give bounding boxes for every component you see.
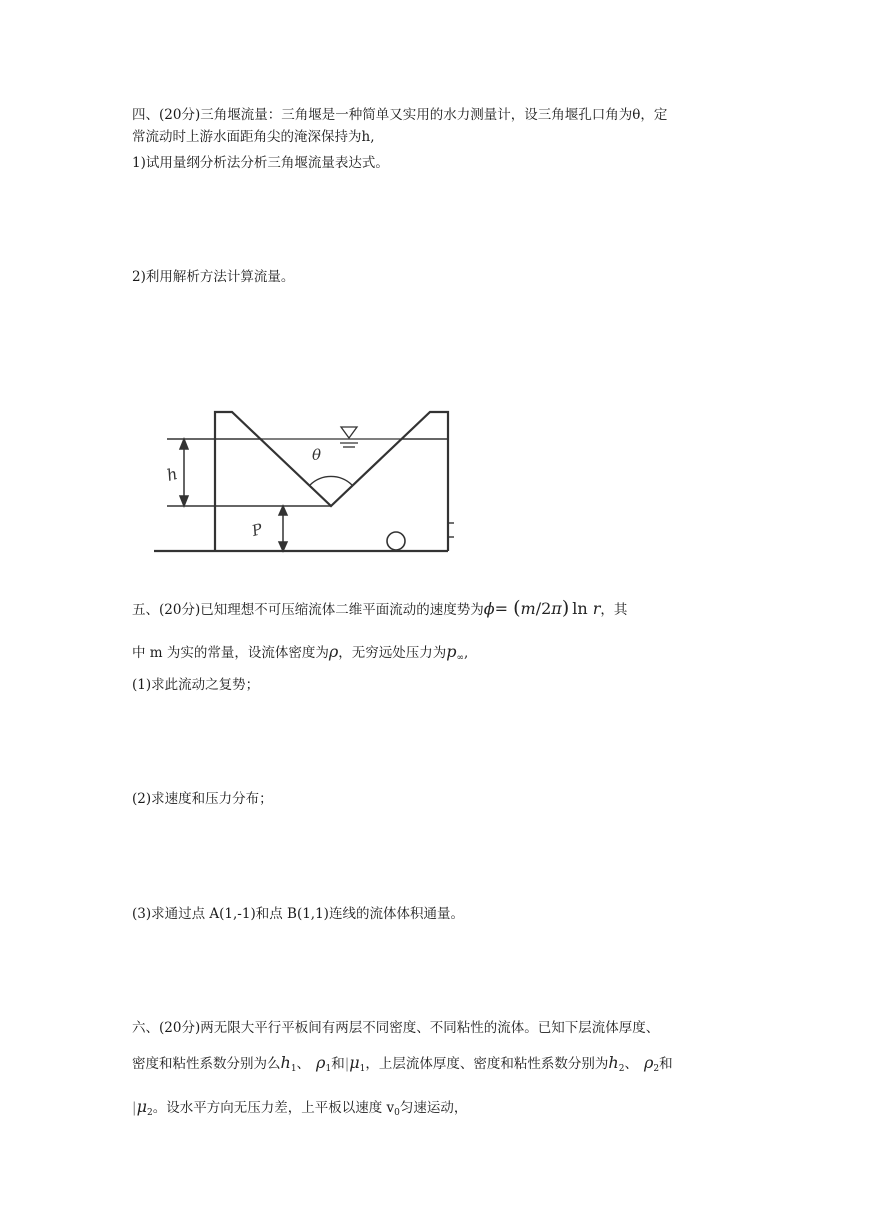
sub-2: 2: [618, 1064, 625, 1074]
formula-velocity-potential: [484, 599, 601, 618]
q6-line2-b: ，上层流体厚度、密度和粘性系数分别为: [365, 1056, 609, 1072]
symbol-mu2: [137, 1097, 153, 1116]
sub-1: 1: [359, 1064, 366, 1074]
q5-line1: [132, 599, 627, 619]
q5-line1-suffix: ，其: [600, 602, 628, 618]
label-P: P: [249, 519, 265, 540]
q5-line2-prefix: 中 m 为实的常量，设流体密度为: [132, 645, 329, 661]
triangular-weir-diagram: [150, 405, 470, 557]
q5-line2: [132, 643, 468, 667]
symbol-infinity: ∞: [456, 653, 465, 663]
formula-paren-open: (: [513, 597, 521, 619]
q5-line2-mid: ，无穷远处压力为: [338, 645, 447, 661]
symbol-p: p: [446, 642, 457, 661]
sub-2: 2: [146, 1108, 153, 1118]
formula-paren-close: ): [561, 597, 570, 619]
symbol-rho: ρ: [316, 1053, 326, 1072]
label-theta: θ: [312, 446, 322, 464]
formula-equals: =: [494, 599, 514, 618]
symbol-rho: ρ: [643, 1053, 654, 1072]
symbol-h2: [608, 1053, 624, 1072]
symbol-h: h: [280, 1053, 291, 1072]
formula-slash2: /2: [535, 599, 552, 618]
formula-r: r: [592, 599, 601, 618]
float-circle: [387, 532, 405, 550]
separator: 、: [296, 1056, 311, 1072]
q4-line1: 四、(20分)三角堰流量：三角堰是一种简单又实用的水力测量计，设三角堰孔口角为θ，定: [132, 107, 668, 123]
separator: 、: [624, 1056, 638, 1072]
q4-part1: 1)试用量纲分析法分析三角堰流量表达式。: [132, 155, 389, 171]
symbol-mu: μ: [136, 1097, 147, 1116]
q6-line3: $|\mu_2$。设水平方向无压力差，上平板以速度 $v_0$匀速运动，: [132, 1097, 468, 1118]
q6-line1: 六、(20分)两无限大平行平板间有两层不同密度、不同粘性的流体。已知下层流体厚度、: [132, 1020, 660, 1036]
q5-part1: (1)求此流动之复势；: [132, 677, 260, 693]
q5-line2-suffix: ,: [464, 645, 469, 661]
q5-part3: (3)求通过点 A(1,-1)和点 B(1,1)连线的流体体积通量。: [132, 906, 464, 922]
symbol-p-infinity: [446, 642, 464, 661]
weir-outline: [215, 412, 448, 551]
symbol-mu: μ: [349, 1053, 360, 1072]
formula-ln: ln: [572, 599, 593, 618]
q5-line1-prefix: 五、(20分)已知理想不可压缩流体二维平面流动的速度势为: [132, 602, 484, 618]
q4-line2: 常流动时上游水面距角尖的淹深保持为h,: [132, 129, 375, 145]
symbol-mu1: [349, 1053, 365, 1072]
theta-arc: [310, 476, 352, 485]
symbol-rho1: [316, 1053, 331, 1072]
sub-1: 1: [290, 1064, 297, 1074]
symbol-h: h: [608, 1053, 619, 1072]
formula-m: m: [520, 599, 536, 618]
q6-line2: 密度和粘性系数分别为么$h_1$、 $\rho_1$和$|\mu_1$，上层流体厚度、密度和粘性系数分别为$h_2$、 $\rho_2$和: [132, 1053, 673, 1074]
q4-part2: 2)利用解析方法计算流量。: [132, 269, 295, 285]
symbol-rho2: [644, 1053, 659, 1072]
q6-line2-a: 密度和粘性系数分别为么: [132, 1056, 281, 1072]
symbol-h1: [281, 1053, 297, 1072]
and-word: 和: [331, 1056, 345, 1072]
formula-pi: π: [551, 599, 562, 618]
formula-phi: ϕ: [483, 599, 495, 618]
and-word: 和: [659, 1056, 673, 1072]
water-level-symbol: [340, 427, 358, 447]
q6-line3-c: 匀速运动，: [399, 1100, 468, 1116]
sub-2: 2: [653, 1064, 660, 1074]
v-sub-0: 0: [394, 1108, 400, 1118]
label-h: h: [164, 463, 180, 485]
symbol-rho: ρ: [328, 642, 339, 661]
q5-part2: (2)求速度和压力分布；: [132, 791, 273, 807]
q6-line3-b: 。设水平方向无压力差，上平板以速度 v: [152, 1100, 395, 1116]
sub-1: 1: [325, 1064, 332, 1074]
